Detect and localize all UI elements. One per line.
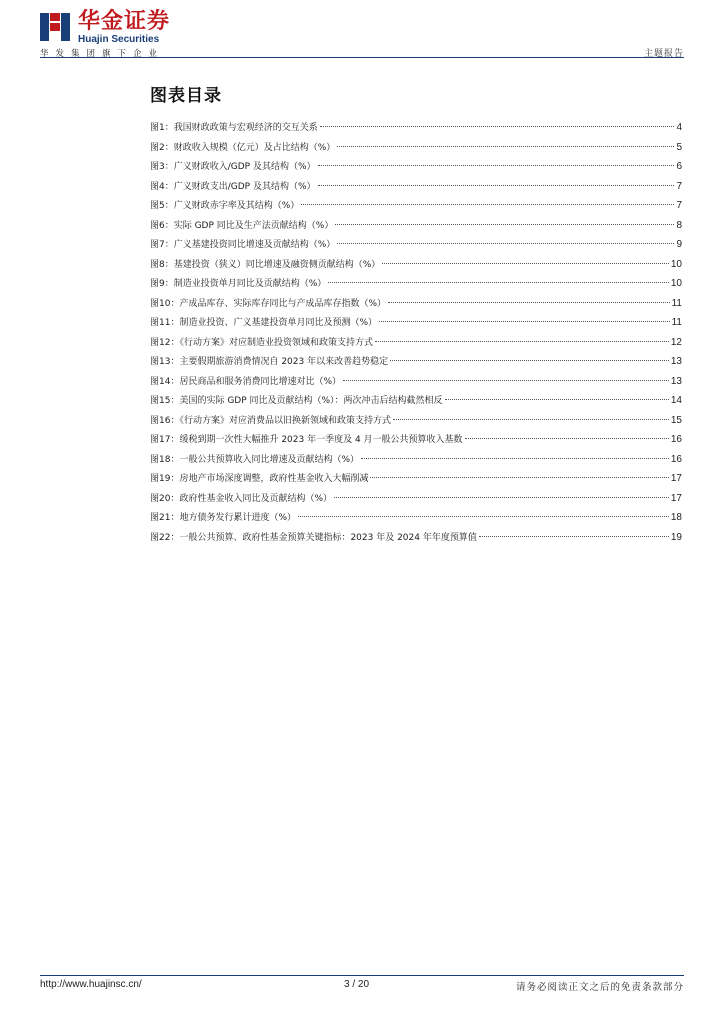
toc-entry-label: 图17：缓税到期一次性大幅推升 2023 年一季度及 4 月一般公共预算收入基数 [150,435,463,445]
toc-leader-dots [335,224,674,225]
toc-entry[interactable] [150,196,682,216]
toc-entry-label: 图9：制造业投资单月同比及贡献结构（%） [150,279,327,289]
toc-entry[interactable] [150,157,682,177]
toc-entry[interactable] [150,294,682,314]
toc-entry-page: 17 [670,492,682,504]
toc-entry-label: 图15：美国的实际 GDP 同比及贡献结构（%）：两次冲击后结构截然相反 [150,396,443,406]
toc-leader-dots [298,516,669,517]
footer-page-number: 3 / 20 [344,979,370,990]
huajin-logo-icon [40,11,70,43]
toc-entry-label: 图11：制造业投资、广义基建投资单月同比及预测（%） [150,318,378,328]
toc-leader-dots [318,165,675,166]
toc-entry-label: 图16：《行动方案》对应消费品以旧换新领域和政策支持方式 [150,415,391,426]
toc-entry[interactable] [150,177,682,197]
toc-entry[interactable] [150,274,682,294]
toc-entry[interactable] [150,469,682,489]
toc-entry-page: 10 [670,278,682,289]
toc-leader-dots [328,282,669,283]
toc-leader-dots [393,419,669,420]
toc-entry-label: 图5：广义财政赤字率及其结构（%） [150,201,300,211]
header-divider [40,57,684,58]
table-of-figures [150,118,682,547]
toc-entry[interactable] [150,528,682,548]
toc-leader-dots [301,204,674,205]
toc-entry-label: 图14：居民商品和服务消费同比增速对比（%） [150,376,342,387]
toc-entry[interactable] [150,216,682,236]
toc-entry-label: 图7：广义基建投资同比增速及贡献结构（%） [150,240,336,250]
toc-entry-page: 9 [676,239,682,250]
toc-entry-page: 8 [676,219,682,231]
toc-entry-page: 6 [676,161,682,172]
toc-leader-dots [318,185,675,186]
brand-name-cn: 华金证券 [78,9,171,34]
toc-leader-dots [337,146,674,147]
toc-entry-page: 5 [676,141,682,153]
toc-leader-dots [370,477,668,478]
toc-entry-page: 11 [671,317,682,328]
toc-entry-page: 7 [676,180,682,192]
toc-entry[interactable] [150,489,682,509]
toc-entry-label: 图3：广义财政收入/GDP 及其结构（%） [150,162,316,172]
toc-leader-dots [390,360,669,361]
toc-entry[interactable] [150,372,682,392]
toc-entry[interactable] [150,411,682,431]
toc-entry[interactable] [150,508,682,528]
footer-url-link[interactable]: http://www.huajinsc.cn/ [40,979,142,990]
toc-entry[interactable] [150,430,682,450]
toc-leader-dots [465,438,669,439]
toc-leader-dots [388,302,670,303]
toc-entry-label: 图19：房地产市场深度调整，政府性基金收入大幅削减 [150,474,369,484]
toc-entry-label: 图12：《行动方案》对应制造业投资领域和政策支持方式 [150,337,373,348]
toc-entry-page: 13 [670,356,682,367]
toc-leader-dots [334,497,669,498]
toc-entry[interactable] [150,118,682,138]
toc-entry-page: 7 [676,200,682,211]
toc-entry-label: 图4：广义财政支出/GDP 及其结构（%） [150,181,316,192]
toc-entry-page: 4 [676,122,682,133]
toc-entry-page: 19 [670,531,682,543]
toc-entry-label: 图22：一般公共预算、政府性基金预算关键指标：2023 年及 2024 年年度预算值 [150,532,477,543]
toc-entry[interactable] [150,138,682,158]
toc-entry-page: 16 [670,434,682,445]
toc-entry-label: 图10：产成品库存、实际库存同比与产成品库存指数（%） [150,298,387,309]
toc-entry[interactable] [150,333,682,353]
toc-entry-page: 17 [670,473,682,484]
toc-entry-label: 图1：我国财政政策与宏观经济的交互关系 [150,123,318,133]
toc-entry[interactable] [150,313,682,333]
toc-leader-dots [379,321,670,322]
brand-name-en: Huajin Securities [78,34,160,45]
brand-tagline: 华发集团旗下企业 [40,49,165,59]
toc-entry-page: 14 [670,395,682,406]
toc-leader-dots [337,243,674,244]
toc-entry-label: 图20：政府性基金收入同比及贡献结构（%） [150,493,333,504]
toc-leader-dots [320,126,675,127]
toc-entry-page: 18 [670,512,682,523]
toc-leader-dots [361,458,669,459]
toc-leader-dots [479,536,669,537]
toc-leader-dots [343,380,669,381]
toc-title: 图表目录 [150,86,222,106]
toc-leader-dots [375,341,669,342]
toc-leader-dots [382,263,669,264]
toc-entry-page: 15 [670,414,682,426]
report-type-label: 主题报告 [643,49,684,59]
toc-entry-page: 16 [670,453,682,465]
toc-entry-page: 12 [670,336,682,348]
toc-entry[interactable] [150,391,682,411]
page-header [40,8,684,62]
toc-entry[interactable] [150,235,682,255]
toc-entry[interactable] [150,450,682,470]
toc-entry-label: 图21：地方债务发行累计进度（%） [150,513,297,523]
toc-entry[interactable] [150,255,682,275]
toc-entry-page: 13 [670,375,682,387]
toc-entry[interactable] [150,352,682,372]
footer-disclaimer: 请务必阅读正文之后的免责条款部分 [515,982,684,993]
toc-entry-page: 11 [671,297,682,309]
toc-entry-label: 图6：实际 GDP 同比及生产法贡献结构（%） [150,220,334,231]
toc-entry-label: 图18：一般公共预算收入同比增速及贡献结构（%） [150,454,360,465]
footer-divider [40,975,684,976]
toc-leader-dots [445,399,669,400]
toc-entry-label: 图13：主要假期旅游消费情况自 2023 年以来改善趋势稳定 [150,357,389,367]
toc-entry-label: 图2：财政收入规模（亿元）及占比结构（%） [150,142,336,153]
toc-entry-label: 图8：基建投资（狭义）同比增速及融资侧贡献结构（%） [150,259,381,270]
toc-entry-page: 10 [670,258,682,270]
